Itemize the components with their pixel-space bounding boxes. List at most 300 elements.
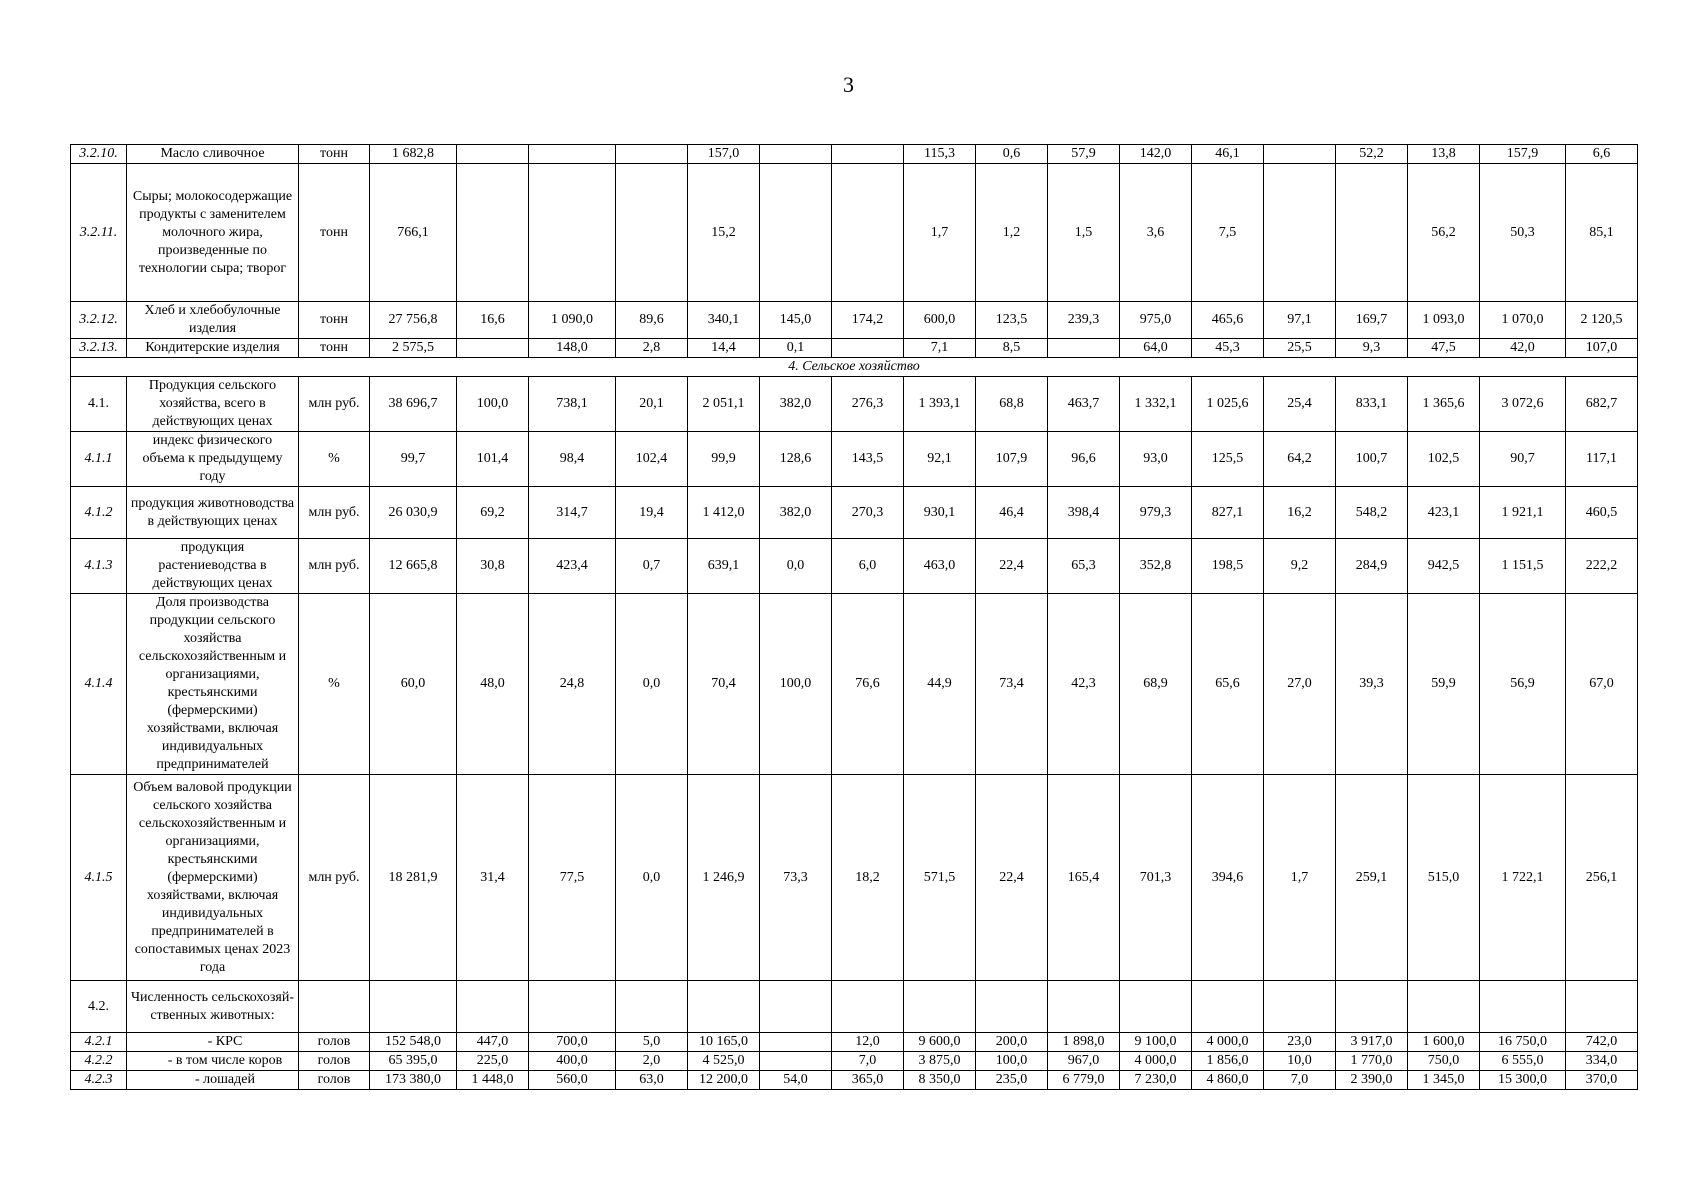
value-cell: 682,7 (1566, 377, 1638, 432)
value-cell: 6 555,0 (1480, 1052, 1566, 1071)
value-cell: 701,3 (1120, 775, 1192, 981)
value-cell: 225,0 (457, 1052, 529, 1071)
value-cell (1048, 339, 1120, 358)
value-cell: 7,1 (904, 339, 976, 358)
value-cell: 100,0 (976, 1052, 1048, 1071)
row-unit: млн руб. (299, 539, 370, 594)
value-cell: 15 300,0 (1480, 1071, 1566, 1090)
value-cell: 157,0 (688, 145, 760, 164)
table-row (71, 145, 1638, 164)
value-cell: 766,1 (370, 164, 457, 302)
value-cell (1336, 164, 1408, 302)
value-cell: 65 395,0 (370, 1052, 457, 1071)
value-cell: 942,5 (1408, 539, 1480, 594)
value-cell: 27 756,8 (370, 302, 457, 339)
value-cell: 47,5 (1408, 339, 1480, 358)
table-row (71, 487, 1638, 539)
value-cell: 447,0 (457, 1033, 529, 1052)
table-row (71, 775, 1638, 981)
value-cell: 4 000,0 (1120, 1052, 1192, 1071)
value-cell: 70,4 (688, 594, 760, 775)
value-cell: 46,1 (1192, 145, 1264, 164)
row-unit: голов (299, 1052, 370, 1071)
value-cell: 1 722,1 (1480, 775, 1566, 981)
row-unit: тонн (299, 164, 370, 302)
value-cell: 979,3 (1120, 487, 1192, 539)
row-code: 4.2.1 (71, 1033, 127, 1052)
value-cell: 8 350,0 (904, 1071, 976, 1090)
value-cell: 107,9 (976, 432, 1048, 487)
value-cell: 742,0 (1566, 1033, 1638, 1052)
table-body-top (71, 145, 1638, 358)
value-cell: 23,0 (1264, 1033, 1336, 1052)
value-cell: 100,0 (457, 377, 529, 432)
value-cell: 7,0 (1264, 1071, 1336, 1090)
value-cell: 1,7 (904, 164, 976, 302)
value-cell: 56,9 (1480, 594, 1566, 775)
value-cell: 1 151,5 (1480, 539, 1566, 594)
value-cell: 1 070,0 (1480, 302, 1566, 339)
value-cell: 46,4 (976, 487, 1048, 539)
row-indicator-name: Кондитерские изделия (127, 339, 299, 358)
value-cell: 6,6 (1566, 145, 1638, 164)
row-unit (299, 981, 370, 1033)
value-cell: 39,3 (1336, 594, 1408, 775)
value-cell: 463,0 (904, 539, 976, 594)
value-cell (760, 145, 832, 164)
value-cell: 284,9 (1336, 539, 1408, 594)
value-cell: 738,1 (529, 377, 616, 432)
value-cell: 56,2 (1408, 164, 1480, 302)
value-cell: 26 030,9 (370, 487, 457, 539)
value-cell: 1 345,0 (1408, 1071, 1480, 1090)
row-unit: % (299, 594, 370, 775)
statistics-table (70, 144, 1638, 1090)
row-code: 4.1.5 (71, 775, 127, 981)
row-code: 4.1.2 (71, 487, 127, 539)
value-cell (904, 981, 976, 1033)
row-indicator-name: продукция растениеводства в действующих ценах (127, 539, 299, 594)
value-cell: 67,0 (1566, 594, 1638, 775)
section-title: 4. Сельское хозяйство (71, 358, 1638, 377)
row-unit: тонн (299, 302, 370, 339)
value-cell: 1 393,1 (904, 377, 976, 432)
value-cell (1264, 145, 1336, 164)
value-cell (1264, 164, 1336, 302)
value-cell: 57,9 (1048, 145, 1120, 164)
value-cell: 394,6 (1192, 775, 1264, 981)
table-row (71, 164, 1638, 302)
value-cell: 90,7 (1480, 432, 1566, 487)
value-cell: 833,1 (1336, 377, 1408, 432)
row-indicator-name: Сыры; молокосодержащие продукты с заменителем молочного жира, произведенные по технологии сыра; творог (127, 164, 299, 302)
value-cell: 3 917,0 (1336, 1033, 1408, 1052)
value-cell: 1 898,0 (1048, 1033, 1120, 1052)
value-cell: 173 380,0 (370, 1071, 457, 1090)
value-cell: 65,6 (1192, 594, 1264, 775)
value-cell (1336, 981, 1408, 1033)
value-cell: 100,7 (1336, 432, 1408, 487)
value-cell (616, 164, 688, 302)
value-cell: 42,3 (1048, 594, 1120, 775)
value-cell: 1 770,0 (1336, 1052, 1408, 1071)
value-cell: 2 575,5 (370, 339, 457, 358)
value-cell: 314,7 (529, 487, 616, 539)
value-cell: 38 696,7 (370, 377, 457, 432)
value-cell: 165,4 (1048, 775, 1120, 981)
value-cell: 99,7 (370, 432, 457, 487)
section-row (71, 358, 1638, 377)
value-cell: 7,0 (832, 1052, 904, 1071)
row-unit: голов (299, 1071, 370, 1090)
value-cell: 270,3 (832, 487, 904, 539)
value-cell: 93,0 (1120, 432, 1192, 487)
table-row (71, 377, 1638, 432)
value-cell: 64,2 (1264, 432, 1336, 487)
value-cell (1264, 981, 1336, 1033)
row-indicator-name: Масло сливочное (127, 145, 299, 164)
row-code: 4.2.3 (71, 1071, 127, 1090)
value-cell: 12 200,0 (688, 1071, 760, 1090)
value-cell: 25,5 (1264, 339, 1336, 358)
row-code: 4.1.4 (71, 594, 127, 775)
value-cell: 9,3 (1336, 339, 1408, 358)
value-cell: 42,0 (1480, 339, 1566, 358)
value-cell: 1 856,0 (1192, 1052, 1264, 1071)
value-cell: 1 682,8 (370, 145, 457, 164)
value-cell: 930,1 (904, 487, 976, 539)
value-cell (688, 981, 760, 1033)
value-cell: 59,9 (1408, 594, 1480, 775)
value-cell: 123,5 (976, 302, 1048, 339)
value-cell (457, 981, 529, 1033)
value-cell: 827,1 (1192, 487, 1264, 539)
value-cell: 639,1 (688, 539, 760, 594)
value-cell: 14,4 (688, 339, 760, 358)
value-cell: 115,3 (904, 145, 976, 164)
value-cell: 1,7 (1264, 775, 1336, 981)
row-indicator-name: - в том числе коров (127, 1052, 299, 1071)
value-cell: 73,4 (976, 594, 1048, 775)
value-cell: 5,0 (616, 1033, 688, 1052)
value-cell (529, 981, 616, 1033)
value-cell: 125,5 (1192, 432, 1264, 487)
value-cell: 1 365,6 (1408, 377, 1480, 432)
value-cell: 0,7 (616, 539, 688, 594)
row-code: 4.1.1 (71, 432, 127, 487)
value-cell: 10,0 (1264, 1052, 1336, 1071)
table-body-bottom (71, 377, 1638, 1090)
value-cell: 152 548,0 (370, 1033, 457, 1052)
value-cell: 102,5 (1408, 432, 1480, 487)
value-cell: 85,1 (1566, 164, 1638, 302)
value-cell: 1 093,0 (1408, 302, 1480, 339)
value-cell: 92,1 (904, 432, 976, 487)
value-cell: 9 100,0 (1120, 1033, 1192, 1052)
value-cell (457, 339, 529, 358)
row-code: 4.2.2 (71, 1052, 127, 1071)
value-cell: 128,6 (760, 432, 832, 487)
value-cell: 25,4 (1264, 377, 1336, 432)
value-cell: 560,0 (529, 1071, 616, 1090)
value-cell: 975,0 (1120, 302, 1192, 339)
value-cell: 198,5 (1192, 539, 1264, 594)
value-cell: 27,0 (1264, 594, 1336, 775)
value-cell: 15,2 (688, 164, 760, 302)
value-cell (529, 145, 616, 164)
value-cell (832, 339, 904, 358)
value-cell: 750,0 (1408, 1052, 1480, 1071)
value-cell: 1,2 (976, 164, 1048, 302)
value-cell: 0,1 (760, 339, 832, 358)
value-cell (1192, 981, 1264, 1033)
value-cell: 69,2 (457, 487, 529, 539)
value-cell: 3,6 (1120, 164, 1192, 302)
value-cell: 76,6 (832, 594, 904, 775)
value-cell: 169,7 (1336, 302, 1408, 339)
row-indicator-name: Хлеб и хлебобулочные изделия (127, 302, 299, 339)
value-cell: 1 921,1 (1480, 487, 1566, 539)
row-unit: тонн (299, 145, 370, 164)
value-cell: 12 665,8 (370, 539, 457, 594)
row-indicator-name: Численность сельскохозяй-ственных животных: (127, 981, 299, 1033)
value-cell: 515,0 (1408, 775, 1480, 981)
value-cell (1566, 981, 1638, 1033)
value-cell: 9,2 (1264, 539, 1336, 594)
value-cell (976, 981, 1048, 1033)
value-cell: 3 875,0 (904, 1052, 976, 1071)
value-cell: 65,3 (1048, 539, 1120, 594)
value-cell: 143,5 (832, 432, 904, 487)
value-cell: 548,2 (1336, 487, 1408, 539)
value-cell (1048, 981, 1120, 1033)
value-cell: 174,2 (832, 302, 904, 339)
value-cell: 99,9 (688, 432, 760, 487)
value-cell: 54,0 (760, 1071, 832, 1090)
row-indicator-name: продукция животноводства в действующих ценах (127, 487, 299, 539)
row-indicator-name: Объем валовой продукции сельского хозяйства сельскохозяйственным и организациями, крестьянскими (фермерскими) хозяйствами, включая индивидуальных предпринимателей в сопоставимых ценах 2023 года (127, 775, 299, 981)
value-cell: 44,9 (904, 594, 976, 775)
value-cell: 400,0 (529, 1052, 616, 1071)
row-code: 3.2.12. (71, 302, 127, 339)
value-cell: 89,6 (616, 302, 688, 339)
value-cell: 365,0 (832, 1071, 904, 1090)
value-cell: 2 120,5 (1566, 302, 1638, 339)
row-indicator-name: - лошадей (127, 1071, 299, 1090)
value-cell: 463,7 (1048, 377, 1120, 432)
row-unit: тонн (299, 339, 370, 358)
table-row (71, 981, 1638, 1033)
row-unit: % (299, 432, 370, 487)
value-cell (760, 981, 832, 1033)
table-row (71, 539, 1638, 594)
value-cell: 2,0 (616, 1052, 688, 1071)
value-cell: 239,3 (1048, 302, 1120, 339)
value-cell: 10 165,0 (688, 1033, 760, 1052)
value-cell: 18,2 (832, 775, 904, 981)
row-indicator-name: индекс физического объема к предыдущему году (127, 432, 299, 487)
value-cell (529, 164, 616, 302)
row-indicator-name: Продукция сельского хозяйства, всего в действующих ценах (127, 377, 299, 432)
value-cell: 0,0 (616, 775, 688, 981)
value-cell (832, 981, 904, 1033)
value-cell (370, 981, 457, 1033)
value-cell: 68,9 (1120, 594, 1192, 775)
value-cell (457, 145, 529, 164)
value-cell: 8,5 (976, 339, 1048, 358)
value-cell: 97,1 (1264, 302, 1336, 339)
value-cell: 4 525,0 (688, 1052, 760, 1071)
value-cell: 370,0 (1566, 1071, 1638, 1090)
value-cell: 45,3 (1192, 339, 1264, 358)
value-cell: 52,2 (1336, 145, 1408, 164)
value-cell: 18 281,9 (370, 775, 457, 981)
value-cell: 20,1 (616, 377, 688, 432)
value-cell: 24,8 (529, 594, 616, 775)
table-row (71, 1071, 1638, 1090)
value-cell: 200,0 (976, 1033, 1048, 1052)
value-cell: 465,6 (1192, 302, 1264, 339)
value-cell: 398,4 (1048, 487, 1120, 539)
value-cell: 1 448,0 (457, 1071, 529, 1090)
value-cell: 22,4 (976, 775, 1048, 981)
value-cell: 1 246,9 (688, 775, 760, 981)
value-cell: 64,0 (1120, 339, 1192, 358)
value-cell: 2 390,0 (1336, 1071, 1408, 1090)
value-cell: 73,3 (760, 775, 832, 981)
value-cell: 600,0 (904, 302, 976, 339)
value-cell: 0,0 (760, 539, 832, 594)
value-cell: 96,6 (1048, 432, 1120, 487)
value-cell: 4 000,0 (1192, 1033, 1264, 1052)
row-code: 3.2.13. (71, 339, 127, 358)
row-code: 3.2.10. (71, 145, 127, 164)
value-cell (616, 981, 688, 1033)
table-row (71, 339, 1638, 358)
value-cell: 60,0 (370, 594, 457, 775)
value-cell: 157,9 (1480, 145, 1566, 164)
value-cell: 340,1 (688, 302, 760, 339)
value-cell: 100,0 (760, 594, 832, 775)
value-cell: 13,8 (1408, 145, 1480, 164)
value-cell: 7 230,0 (1120, 1071, 1192, 1090)
value-cell: 68,8 (976, 377, 1048, 432)
value-cell: 48,0 (457, 594, 529, 775)
value-cell: 102,4 (616, 432, 688, 487)
row-indicator-name: Доля производства продукции сельского хозяйства сельскохозяйственным и организациями, крестьянскими (фермерскими) хозяйствами, включая индивидуальных предпринимателей (127, 594, 299, 775)
value-cell: 1 090,0 (529, 302, 616, 339)
value-cell: 6 779,0 (1048, 1071, 1120, 1090)
value-cell: 256,1 (1566, 775, 1638, 981)
value-cell: 235,0 (976, 1071, 1048, 1090)
value-cell: 12,0 (832, 1033, 904, 1052)
value-cell: 31,4 (457, 775, 529, 981)
value-cell (832, 145, 904, 164)
value-cell: 423,1 (1408, 487, 1480, 539)
value-cell (760, 164, 832, 302)
row-unit: млн руб. (299, 487, 370, 539)
value-cell: 1 332,1 (1120, 377, 1192, 432)
value-cell: 19,4 (616, 487, 688, 539)
value-cell: 142,0 (1120, 145, 1192, 164)
value-cell (1480, 981, 1566, 1033)
row-code: 3.2.11. (71, 164, 127, 302)
value-cell (760, 1052, 832, 1071)
value-cell: 145,0 (760, 302, 832, 339)
value-cell: 148,0 (529, 339, 616, 358)
value-cell: 22,4 (976, 539, 1048, 594)
value-cell: 9 600,0 (904, 1033, 976, 1052)
table-row (71, 302, 1638, 339)
value-cell: 382,0 (760, 487, 832, 539)
value-cell: 4 860,0 (1192, 1071, 1264, 1090)
value-cell (760, 1033, 832, 1052)
value-cell: 571,5 (904, 775, 976, 981)
value-cell: 107,0 (1566, 339, 1638, 358)
value-cell: 16,6 (457, 302, 529, 339)
table-row (71, 1033, 1638, 1052)
row-unit: млн руб. (299, 775, 370, 981)
value-cell: 77,5 (529, 775, 616, 981)
row-unit: голов (299, 1033, 370, 1052)
row-code: 4.1. (71, 377, 127, 432)
value-cell: 50,3 (1480, 164, 1566, 302)
value-cell: 117,1 (1566, 432, 1638, 487)
value-cell: 1 025,6 (1192, 377, 1264, 432)
value-cell: 460,5 (1566, 487, 1638, 539)
row-indicator-name: - КРС (127, 1033, 299, 1052)
page-number: 3 (843, 72, 854, 97)
value-cell: 276,3 (832, 377, 904, 432)
value-cell (457, 164, 529, 302)
value-cell: 30,8 (457, 539, 529, 594)
value-cell: 63,0 (616, 1071, 688, 1090)
value-cell: 98,4 (529, 432, 616, 487)
value-cell: 0,6 (976, 145, 1048, 164)
row-code: 4.1.3 (71, 539, 127, 594)
value-cell: 967,0 (1048, 1052, 1120, 1071)
value-cell: 334,0 (1566, 1052, 1638, 1071)
value-cell (616, 145, 688, 164)
value-cell: 352,8 (1120, 539, 1192, 594)
table-row (71, 594, 1638, 775)
value-cell (832, 164, 904, 302)
row-code: 4.2. (71, 981, 127, 1033)
value-cell: 222,2 (1566, 539, 1638, 594)
value-cell: 16 750,0 (1480, 1033, 1566, 1052)
table-row (71, 1052, 1638, 1071)
value-cell: 1 600,0 (1408, 1033, 1480, 1052)
row-unit: млн руб. (299, 377, 370, 432)
value-cell: 2 051,1 (688, 377, 760, 432)
value-cell: 6,0 (832, 539, 904, 594)
value-cell: 1 412,0 (688, 487, 760, 539)
value-cell: 382,0 (760, 377, 832, 432)
value-cell: 7,5 (1192, 164, 1264, 302)
table-row (71, 432, 1638, 487)
value-cell: 1,5 (1048, 164, 1120, 302)
value-cell (1120, 981, 1192, 1033)
section-header-body (71, 358, 1638, 377)
value-cell (1408, 981, 1480, 1033)
value-cell: 700,0 (529, 1033, 616, 1052)
value-cell: 259,1 (1336, 775, 1408, 981)
value-cell: 0,0 (616, 594, 688, 775)
value-cell: 101,4 (457, 432, 529, 487)
value-cell: 16,2 (1264, 487, 1336, 539)
value-cell: 2,8 (616, 339, 688, 358)
value-cell: 3 072,6 (1480, 377, 1566, 432)
